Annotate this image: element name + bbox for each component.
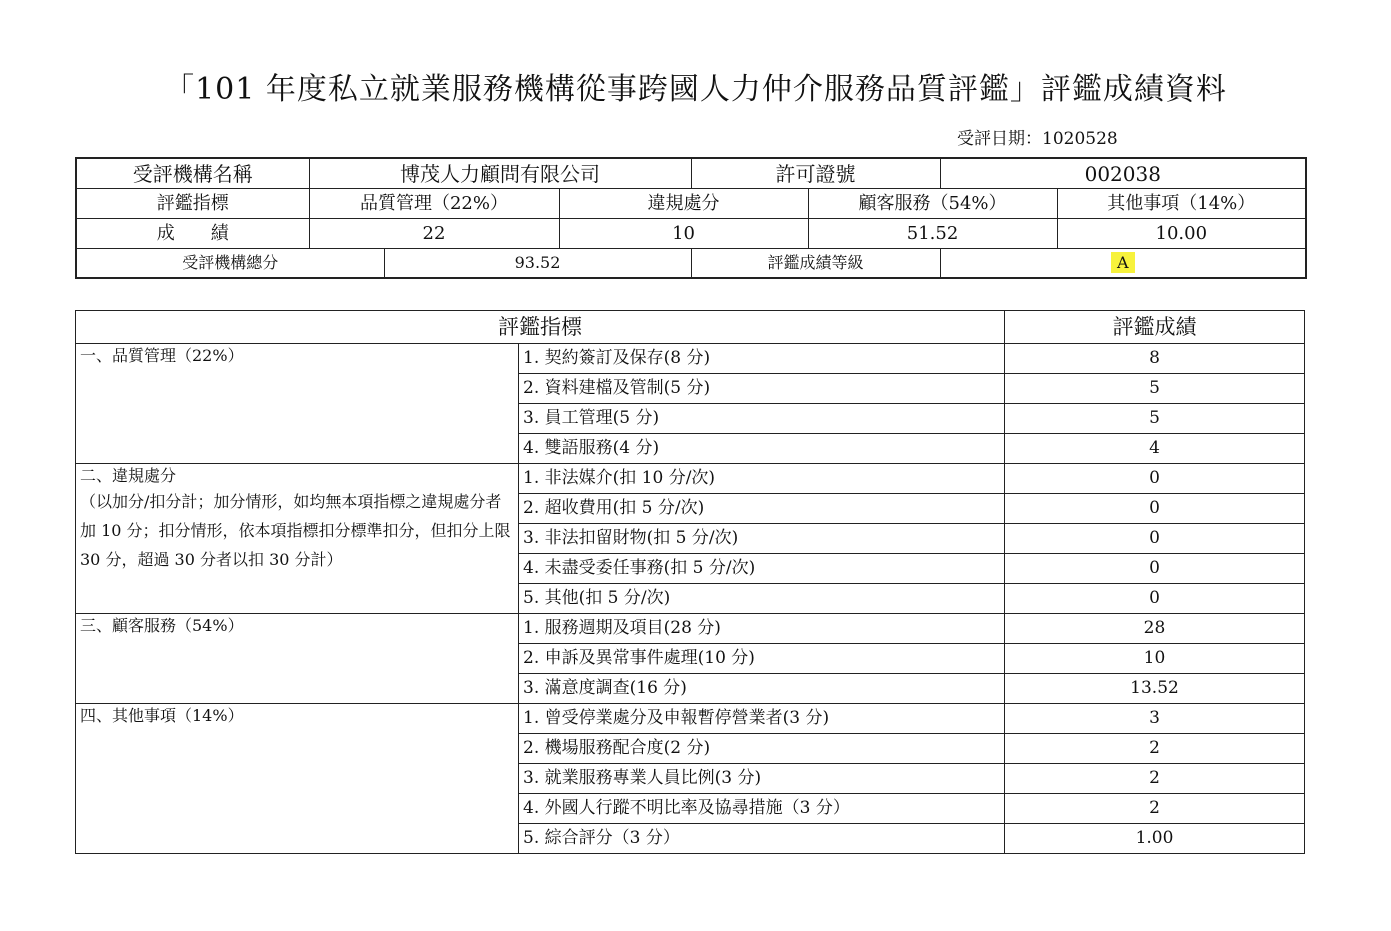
item-score: 3: [1005, 704, 1305, 734]
summary-row-org: [76, 158, 1306, 189]
item-label: 4. 外國人行蹤不明比率及協尋措施（3 分）: [519, 794, 1005, 824]
table-row: [76, 464, 1305, 494]
summary-row-scores: [76, 219, 1306, 249]
item-label: 3. 就業服務專業人員比例(3 分): [519, 764, 1005, 794]
item-label: 2. 申訴及異常事件處理(10 分): [519, 644, 1005, 674]
item-label: 2. 資料建檔及管制(5 分): [519, 374, 1005, 404]
license-label: 許可證號: [691, 158, 940, 189]
org-name-value: 博茂人力顧問有限公司: [309, 158, 691, 189]
table-row: [76, 614, 1305, 644]
score-customer-service: 51.52: [808, 219, 1057, 249]
item-score: 10: [1005, 644, 1305, 674]
item-score: 0: [1005, 524, 1305, 554]
item-score: 0: [1005, 464, 1305, 494]
summary-row-total: [76, 249, 1306, 279]
document-title: 「101 年度私立就業服務機構從事跨國人力仲介服務品質評鑑」評鑑成績資料: [164, 72, 1227, 107]
score-quality: 22: [309, 219, 559, 249]
item-score: 2: [1005, 734, 1305, 764]
evaluation-date: 受評日期：1020528: [957, 129, 1118, 149]
category-cell: [76, 464, 519, 614]
item-label: 1. 非法媒介(扣 10 分/次): [519, 464, 1005, 494]
item-label: 1. 曾受停業處分及申報暫停營業者(3 分): [519, 704, 1005, 734]
item-score: 4: [1005, 434, 1305, 464]
score-label: 成 績: [76, 219, 309, 249]
category-name: 一、品質管理（22%）: [80, 346, 244, 365]
item-score: 5: [1005, 374, 1305, 404]
indicator-quality: 品質管理（22%）: [309, 189, 559, 219]
item-score: 1.00: [1005, 824, 1305, 854]
item-score: 2: [1005, 794, 1305, 824]
item-score: 0: [1005, 554, 1305, 584]
summary-row-indicators: [76, 189, 1306, 219]
detail-table: [75, 310, 1305, 854]
summary-table: [75, 157, 1307, 279]
item-label: 4. 未盡受委任事務(扣 5 分/次): [519, 554, 1005, 584]
item-score: 5: [1005, 404, 1305, 434]
category-cell: [76, 614, 519, 704]
header-score: 評鑑成績: [1005, 311, 1305, 344]
item-score: 0: [1005, 584, 1305, 614]
item-score: 2: [1005, 764, 1305, 794]
indicator-label: 評鑑指標: [76, 189, 309, 219]
item-label: 5. 其他(扣 5 分/次): [519, 584, 1005, 614]
category-name: 二、違規處分: [80, 466, 177, 485]
total-value: 93.52: [384, 249, 691, 279]
detail-header-row: [76, 311, 1305, 344]
item-label: 1. 契約簽訂及保存(8 分): [519, 344, 1005, 374]
category-name: 四、其他事項（14%）: [80, 706, 244, 725]
total-label: 受評機構總分: [76, 249, 384, 279]
license-number: 002038: [940, 158, 1306, 189]
item-label: 3. 員工管理(5 分): [519, 404, 1005, 434]
category-cell: [76, 344, 519, 464]
item-score: 28: [1005, 614, 1305, 644]
item-label: 2. 機場服務配合度(2 分): [519, 734, 1005, 764]
item-label: 3. 非法扣留財物(扣 5 分/次): [519, 524, 1005, 554]
table-row: [76, 344, 1305, 374]
item-label: 2. 超收費用(扣 5 分/次): [519, 494, 1005, 524]
category-cell: [76, 704, 519, 854]
grade-label: 評鑑成績等級: [691, 249, 940, 279]
item-label: 3. 滿意度調查(16 分): [519, 674, 1005, 704]
item-score: 8: [1005, 344, 1305, 374]
header-indicator: 評鑑指標: [76, 311, 1005, 344]
category-note: （以加分/扣分計；加分情形，如均無本項指標之違規處分者加 10 分；扣分情形，依本項指標扣分標準扣分，但扣分上限 30 分，超過 30 分者以扣 30 分計）: [80, 492, 511, 569]
item-score: 13.52: [1005, 674, 1305, 704]
grade-cell: [940, 249, 1306, 279]
indicator-violation: 違規處分: [559, 189, 808, 219]
item-label: 4. 雙語服務(4 分): [519, 434, 1005, 464]
indicator-customer-service: 顧客服務（54%）: [808, 189, 1057, 219]
org-name-label: 受評機構名稱: [76, 158, 309, 189]
indicator-other: 其他事項（14%）: [1057, 189, 1306, 219]
score-violation: 10: [559, 219, 808, 249]
score-other: 10.00: [1057, 219, 1306, 249]
table-row: [76, 704, 1305, 734]
item-score: 0: [1005, 494, 1305, 524]
item-label: 1. 服務週期及項目(28 分): [519, 614, 1005, 644]
grade-value: A: [1111, 252, 1135, 273]
item-label: 5. 綜合評分（3 分）: [519, 824, 1005, 854]
category-name: 三、顧客服務（54%）: [80, 616, 244, 635]
